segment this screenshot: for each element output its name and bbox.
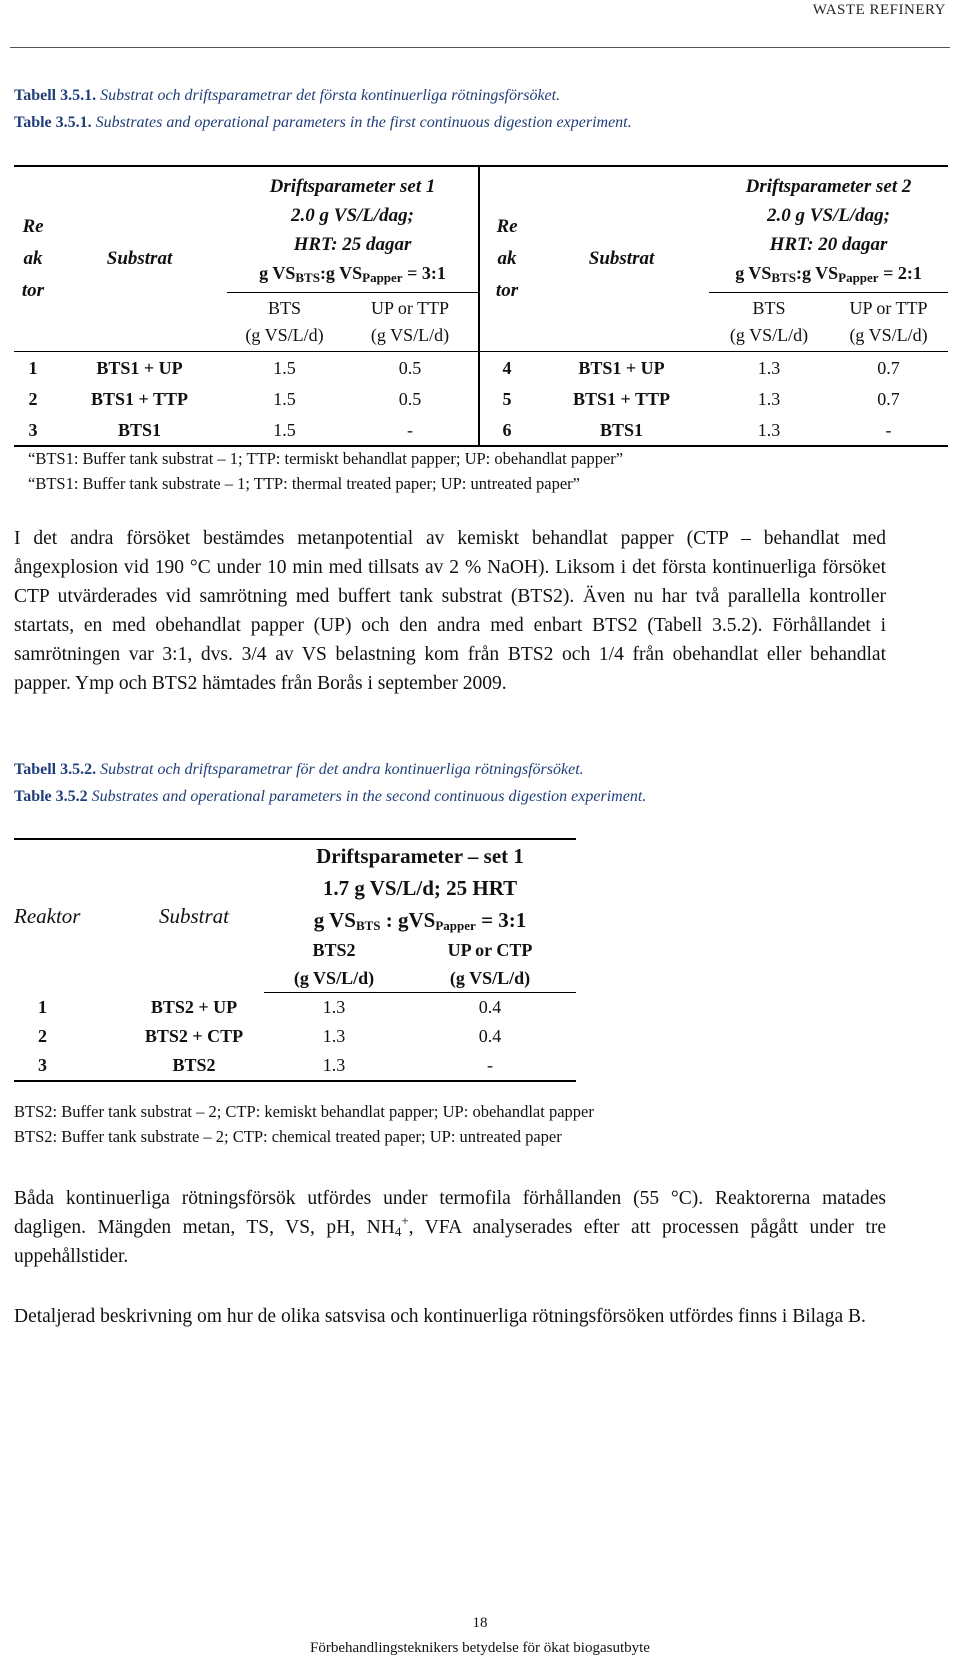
table1-header-substrat-2: Substrat <box>534 166 709 352</box>
table1-set1-load: 2.0 g VS/L/dag; <box>291 204 414 226</box>
table-3-5-1 <box>14 165 948 447</box>
table1-set1-ratio: g $VS_{BTS}:g$ $VS_{Papper}$ = 3:1 <box>259 262 446 285</box>
table1-set2-col-up: UP or TTP (g VS/L/d) <box>829 293 948 352</box>
table1-set1-col-bts: BTS (g VS/L/d) <box>227 293 342 352</box>
running-header: WASTE REFINERY <box>812 2 946 18</box>
table-row: 2 BTS2 + CTP 1.3 0.4 <box>38 1026 502 1046</box>
table2-note-sv: BTS2: Buffer tank substrat – 2; CTP: kemiskt behandlat papper; UP: obehandlat papper <box>14 1102 594 1121</box>
table1-set1-header <box>227 166 479 293</box>
table2-caption-en: Table 3.5.2 Substrates and operational parameters in the second continuous digestion experiment. <box>14 788 647 805</box>
table1-caption-en-text: Substrates and operational parameters in the first continuous digestion experiment. <box>91 114 632 131</box>
table-row: 3 BTS1 1.5 - 6 BTS1 1.3 - <box>14 414 948 446</box>
table1-caption-en-label: Table 3.5.1. <box>14 114 92 131</box>
table-row: 3 BTS2 1.3 - <box>38 1055 493 1075</box>
paragraph-1: I det andra försöket bestämdes metanpotential av kemiskt behandlat papper (CTP – behandlat med ångexplosion vid 190 °C under 10 min med tillsats av 2 % NaOH). Liksom i det första kontinuerliga försöket CTP utvärderades vid samrötning med buffert tank substrat (BTS2). Även nu har två parallella kontroller startats, en med obehandlat papper (UP) och den andra med enbart BTS2 (Tabell 3.5.2). Förhållandet i samrötningen var 3:1, dvs. 3/4 av VS belastning kom från BTS2 och 1/4 från obehandlat eller behandlat papper. Ymp och BTS2 hämtades från Borås i september 2009. <box>14 528 886 694</box>
table2-header-substrat: Substrat <box>158 903 229 928</box>
table-3-5-2 <box>14 838 576 1082</box>
table1-set1-title: Driftsparameter set 1 <box>269 175 436 197</box>
table2-caption-sv: Tabell 3.5.2. Substrat och driftsparametrar för det andra kontinuerliga rötningsförsöket. <box>14 761 584 778</box>
header-rule <box>10 47 950 48</box>
table1-set2-header <box>709 166 948 293</box>
paragraph-2: Båda kontinuerliga rötningsförsök utfördes under termofila förhållanden (55 °C). Reaktorerna matades dagligen. Mängden metan, TS, VS, pH, $NH_4^+$, VFA analyserades efter att processen pågått under tre uppehållstider. <box>14 1188 886 1267</box>
table2-load-hrt: 1.7 g VS/L/d; 25 HRT <box>322 876 518 900</box>
table1-caption-sv-label: Tabell 3.5.1. <box>14 87 97 104</box>
table1-note-sv: “BTS1: Buffer tank substrat – 1; TTP: termiskt behandlat papper; UP: obehandlat papper” <box>28 449 624 468</box>
table-row: 1 BTS1 + UP 1.5 0.5 4 BTS1 + UP 1.3 0.7 <box>14 352 948 384</box>
table1-set1-col-up: UP or TTP (g VS/L/d) <box>342 293 479 352</box>
table1-caption-en <box>14 109 632 136</box>
table-row: 2 BTS1 + TTP 1.5 0.5 5 BTS1 + TTP 1.3 0.7 <box>14 383 948 414</box>
paragraph-3: Detaljerad beskrivning om hur de olika satsvisa och kontinuerliga rötningsförsöken utfördes finns i Bilaga B. <box>14 1306 866 1327</box>
table1-set1-hrt: HRT: 25 dagar <box>293 233 412 255</box>
table2-col-bts2: BTS2 (g VS/L/d) <box>264 936 404 993</box>
table2-note-en: BTS2: Buffer tank substrate – 2; CTP: chemical treated paper; UP: untreated paper <box>14 1127 562 1146</box>
table1-set2-title: Driftsparameter set 2 <box>745 175 912 197</box>
table1-header-reaktor-1: Re ak tor <box>14 166 52 352</box>
table2-ratio: g $VS_{BTS}$ : gVS$_{Papper}$ = 3:1 <box>313 908 527 933</box>
table1-set2-hrt: HRT: 20 dagar <box>769 233 888 255</box>
table1-set2-ratio: g $VS_{BTS}:g$ $VS_{Papper}$ = 2:1 <box>735 262 922 285</box>
table1-caption-sv-text: Substrat och driftsparametrar det första kontinuerliga rötningsförsöket. <box>96 87 561 104</box>
table1-header-reaktor-2: Re ak tor <box>479 166 534 352</box>
table2-header-reaktor: Reaktor <box>14 903 81 928</box>
footer-title: Förbehandlingsteknikers betydelse för ökat biogasutbyte <box>310 1640 650 1656</box>
table1-caption-sv <box>14 82 560 109</box>
table1-set2-load: 2.0 g VS/L/dag; <box>767 204 891 226</box>
table-row: 1 BTS2 + UP 1.3 0.4 <box>38 996 502 1017</box>
table1-note-en: “BTS1: Buffer tank substrate – 1; TTP: thermal treated paper; UP: untreated paper” <box>28 474 580 493</box>
table2-col-up: UP or CTP (g VS/L/d) <box>404 936 576 993</box>
table1-set2-col-bts: BTS (g VS/L/d) <box>709 293 829 352</box>
table1-header-substrat-1: Substrat <box>52 166 227 352</box>
page-number: 18 <box>472 1615 488 1631</box>
table2-set-title: Driftsparameter – set 1 <box>316 844 524 868</box>
